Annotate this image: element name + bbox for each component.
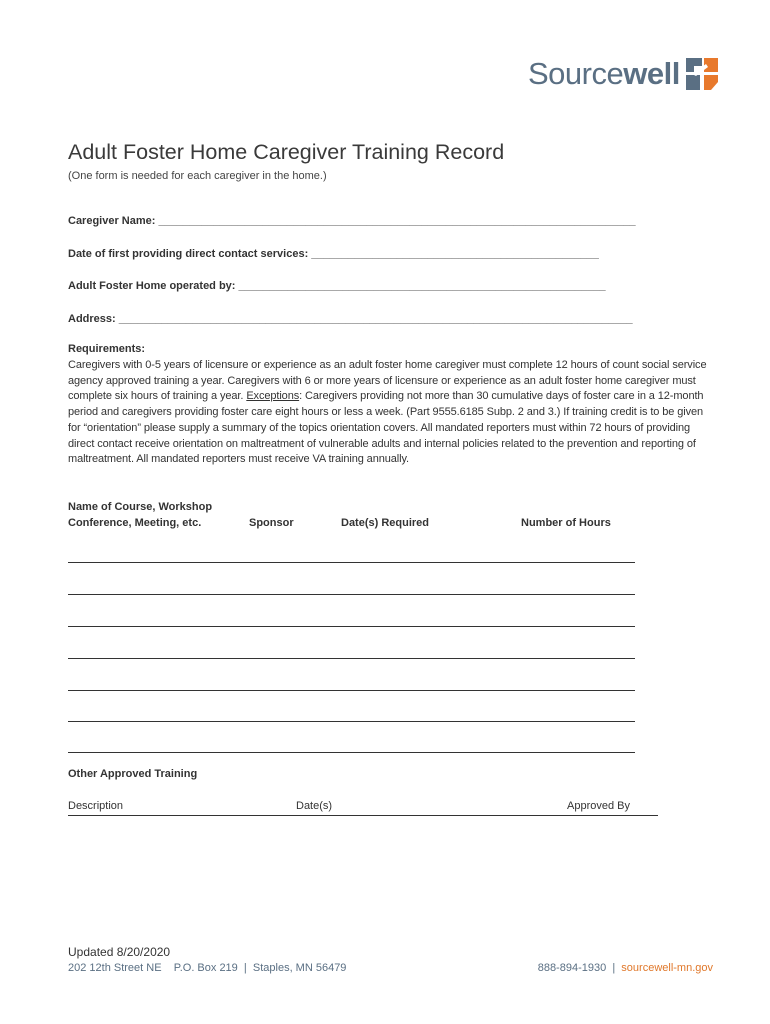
training-entry-line[interactable] [68,626,635,627]
form-title: Adult Foster Home Caregiver Training Record [68,140,505,164]
exceptions-label: Exceptions [246,390,300,403]
training-entry-line[interactable] [68,594,635,595]
column-hours: Number of Hours [521,517,611,529]
footer-website-link[interactable]: sourcewell-mn.gov [621,962,713,974]
sourcewell-logo [528,54,720,94]
training-entry-line[interactable] [68,721,635,722]
requirements-heading: Requirements: [68,343,146,355]
training-entry-line[interactable] [68,562,635,563]
caregiver-name-field[interactable]: Caregiver Name: ______________________________________________________________________________ [68,215,636,227]
operated-by-field[interactable]: Adult Foster Home operated by: ____________________________________________________________ [68,280,606,292]
sourcewell-mark-icon [684,56,720,92]
approved-by-label: Approved By [567,800,630,812]
form-subtitle: (One form is needed for each caregiver in the home.) [68,170,327,182]
training-entry-line[interactable] [68,690,635,691]
requirements-text: Caregivers with 0-5 years of licensure or experience as an adult foster home caregiver must complete 12 hours of count social service agency approved training a year. Caregivers with 6 or more years of licensure or experience as an adult foster home caregiver must complete six hours of training a year. Exceptions: Caregivers providing not more than 30 cumulative days of foster care in a 12-month period and caregivers providing foster care eight hours or less a week. (Part 9555.6185 Subp. 2 and 3.) If training credit is to be given for “orientation” please supply a summary of the topics orientation covers. All mandated reporters must within 72 hours of providing direct contact receive orientation on maltreatment of vulnerable adults and internal policies related to the prevention and reporting of maltreatment. All mandated reporters must receive VA training annually. [68,359,707,466]
description-label: Description [68,800,124,812]
logo-wordmark: Sourcewell [528,56,680,91]
footer-phone: 888-894-1930 | [537,962,622,974]
footer-contact [538,962,713,974]
footer-address: 202 12th Street NE P.O. Box 219 | Staples, MN 56479 [68,962,347,974]
column-sponsor: Sponsor [249,517,294,529]
training-entry-line[interactable] [68,752,635,753]
first-contact-date-field[interactable]: Date of first providing direct contact services: _______________________________________________ [68,248,599,260]
updated-date: Updated 8/20/2020 [68,945,171,959]
training-entry-line[interactable] [68,658,635,659]
dates-label: Date(s) [296,800,333,812]
column-dates-required: Date(s) Required [341,517,430,529]
other-training-header-row [68,800,658,816]
other-training-heading: Other Approved Training [68,768,198,780]
address-field[interactable]: Address: ____________________________________________________________________________________ [68,313,633,325]
column-course: Name of Course, Workshop Conference, Meeting, etc. [68,501,213,529]
